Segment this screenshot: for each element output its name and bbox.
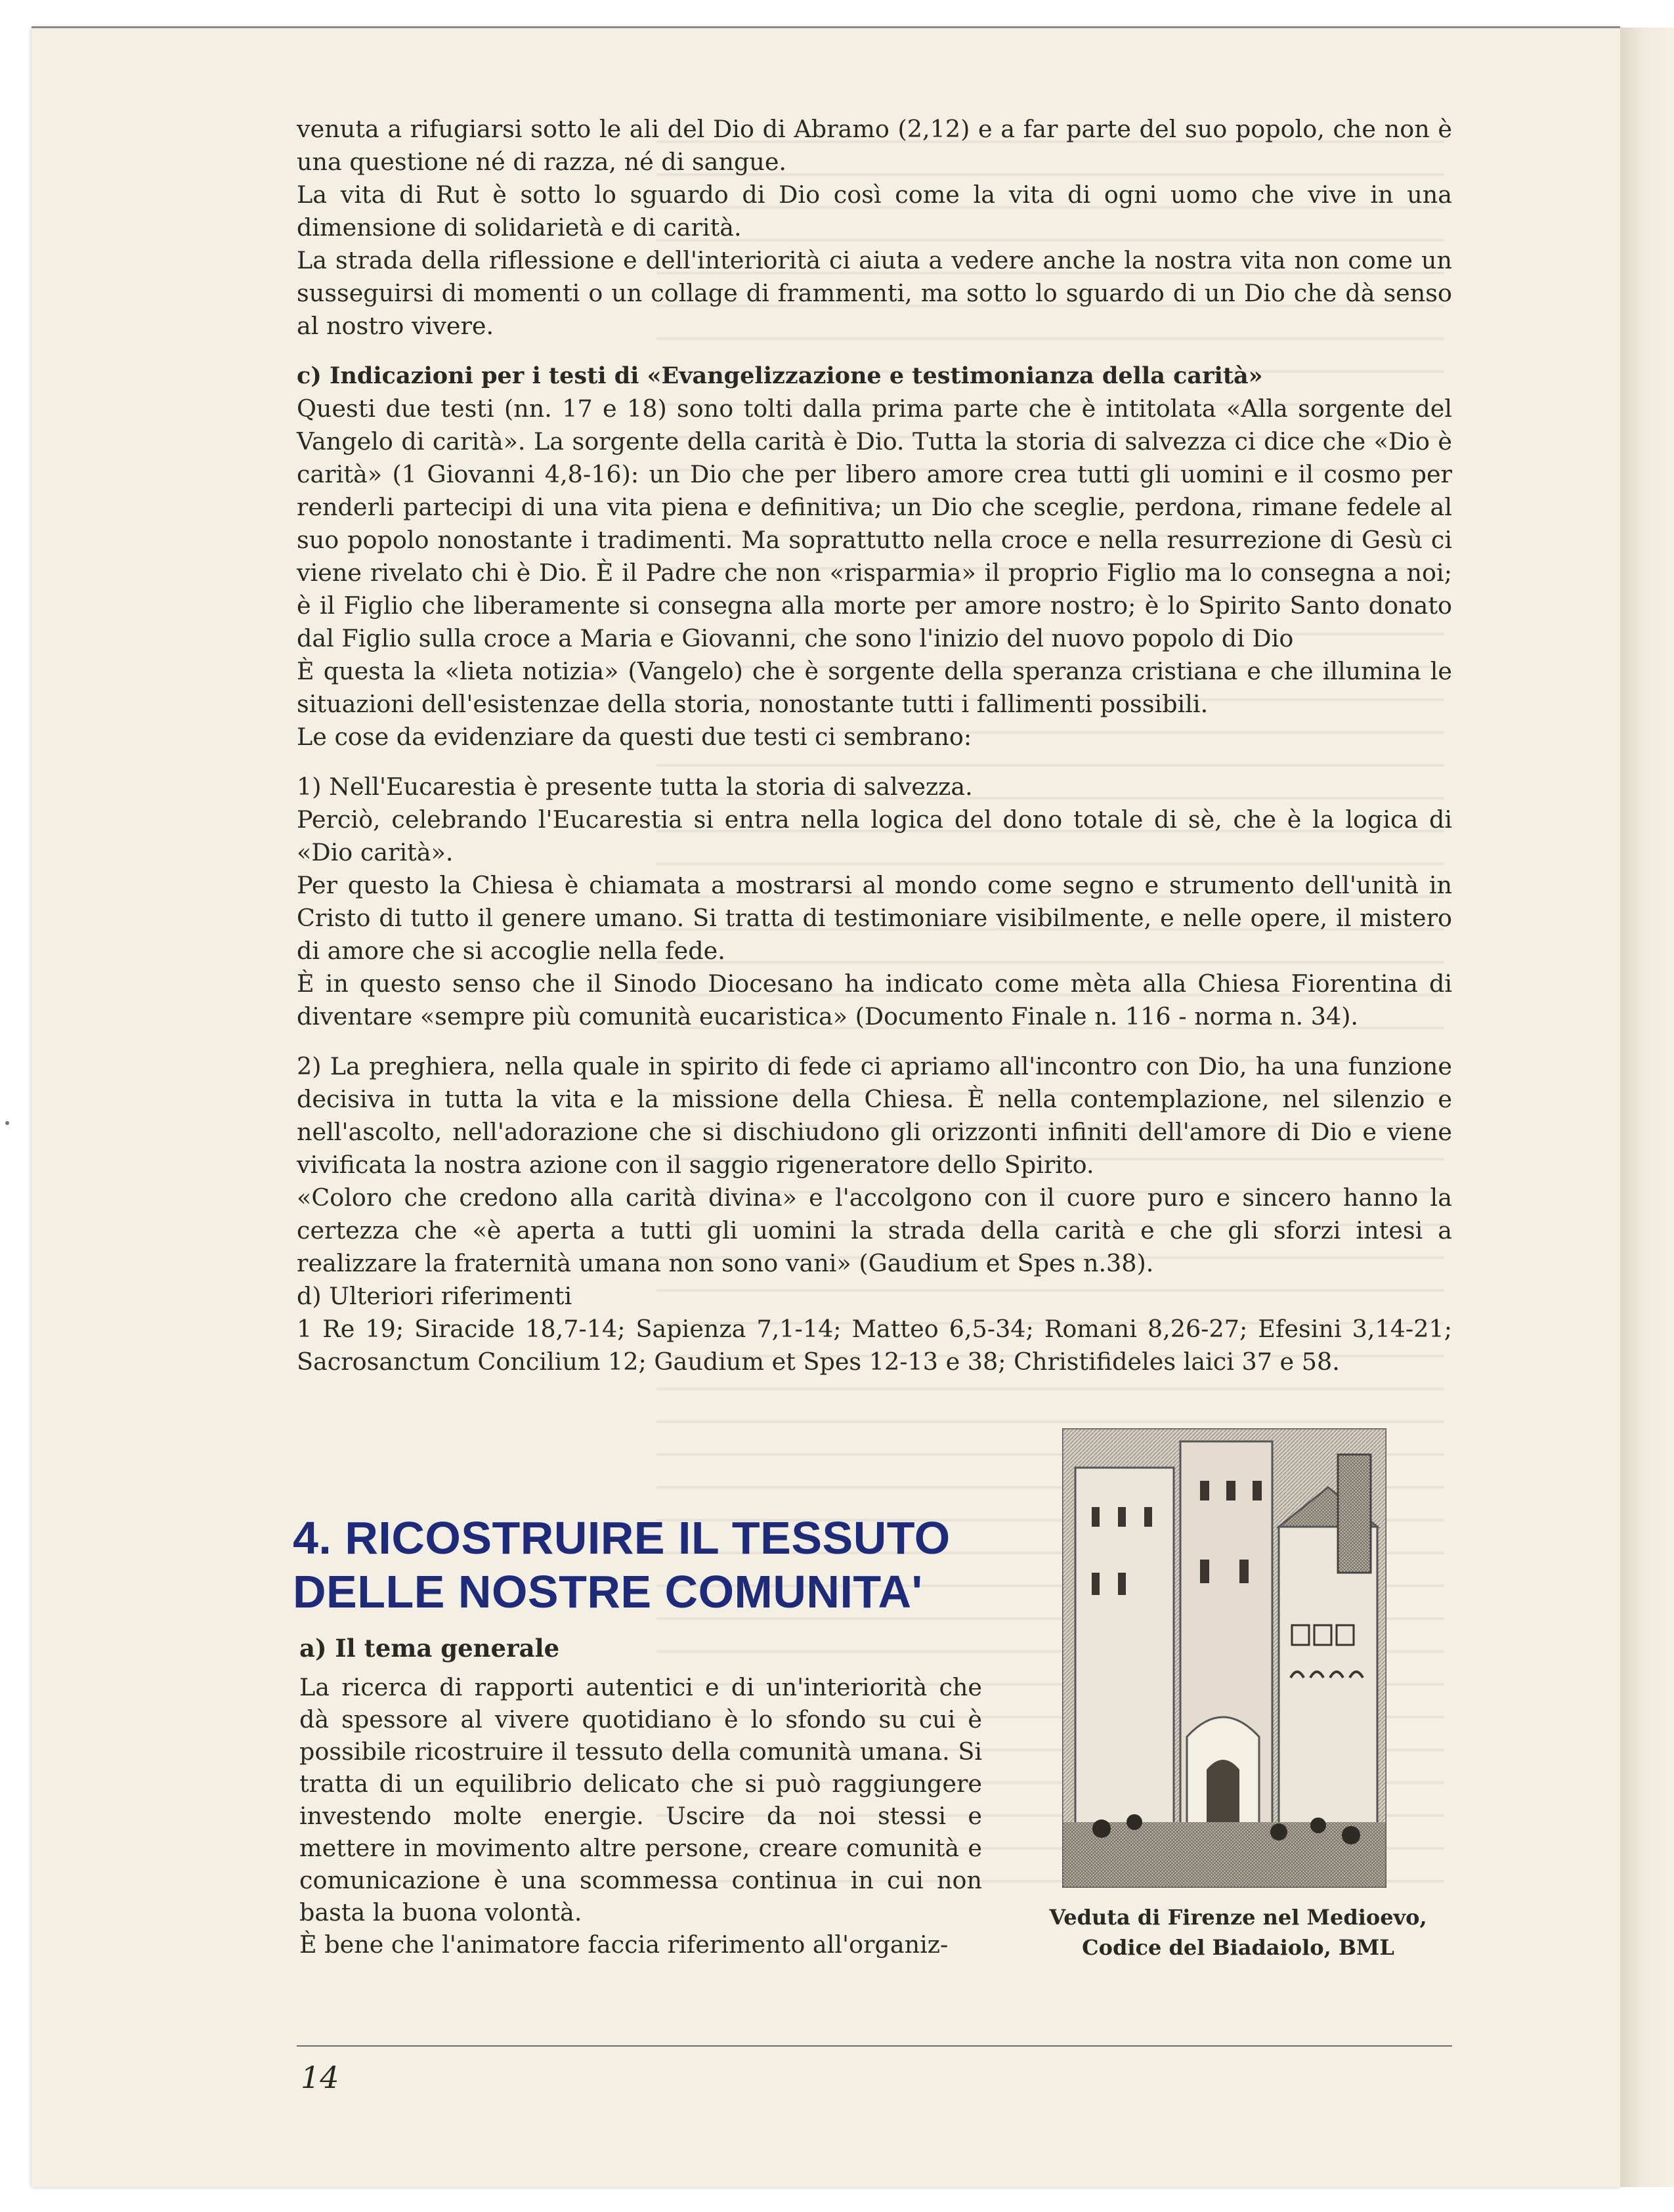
page-number: 14: [301, 2060, 339, 2095]
figure-caption: [1015, 1902, 1461, 1963]
paragraph: venuta a rifugiarsi sotto le ali del Dio di Abramo (2,12) e a far parte del suo popolo, che non è una questione né di razza, né di sangue.: [297, 115, 1452, 176]
point-2-paragraph: 2) La preghiera, nella quale in spirito di fede ci apriamo all'incontro con Dio, ha una funzione decisiva in tutta la vita e la missione della Chiesa. È nella contemplazione, nel silenzio e nell'ascolto, nell'adorazione che si dischiudono gli orizzonti infiniti dell'amore di Dio e viene vivificata la nostra azione con il saggio rigeneratore dello Spirito.: [297, 1052, 1452, 1179]
paragraph: «Coloro che credono alla carità divina» e l'accolgono con il cuore puro e sincero hanno la certezza che «è aperta a tutti gli uomini la strada della carità e che gli sforzi intesi a realizzare la fraternità umana non sono vani» (Gaudium et Spes n.38).: [297, 1183, 1452, 1277]
next-page-edge: [1620, 28, 1674, 2187]
paragraph: Per questo la Chiesa è chiamata a mostrarsi al mondo come segno e strumento dell'unità in Cristo di tutto il genere umano. Si tratta di testimoniare visibilmente, e nelle opere, il mistero di amore che si accoglie nella fede.: [297, 871, 1452, 965]
paragraph: È questa la «lieta notizia» (Vangelo) che è sorgente della speranza cristiana e che illumina le situazioni dell'esistenzae della storia, nonostante tutti i fallimenti possibili.: [297, 657, 1452, 718]
main-text-top: [297, 113, 1452, 1378]
footer-rule: [297, 2045, 1452, 2047]
subheading-c: c) Indicazioni per i testi di «Evangelizzazione e testimonianza della carità»: [297, 362, 1263, 389]
paragraph: È bene che l'animatore faccia riferimento all'organiz-: [299, 1930, 949, 1959]
paragraph: Questi due testi (nn. 17 e 18) sono tolti dalla prima parte che è intitolata «Alla sorgente del Vangelo di carità». La sorgente della carità è Dio. Tutta la storia di salvezza ci dice che «Dio è carità» (1 Giovanni 4,8-16): un Dio che per libero amore crea tutti gli uomini e il cosmo per renderli partecipi di una vita piena e definitiva; un Dio che sceglie, perdona, rimane fedele al suo popolo nonostante i tradimenti. Ma soprattutto nella croce e nella resurrezione di Gesù ci viene rivelato chi è Dio. È il Padre che non «risparmia» il proprio Figlio ma lo consegna a noi; è il Figlio che liberamente si consegna alla morte per amore nostro; è lo Spirito Santo donato dal Figlio sulla croce a Maria e Giovanni, che sono l'inizio del nuovo popolo di Dio: [297, 394, 1452, 652]
paragraph: La strada della riflessione e dell'interiorità ci aiuta a vedere anche la nostra vita non come un susseguirsi di momenti o un collage di frammenti, ma sotto lo sguardo di un Dio che dà senso al nostro vivere.: [297, 246, 1452, 340]
point-1-title: 1) Nell'Eucarestia è presente tutta la storia di salvezza.: [297, 773, 973, 801]
section-title: [293, 1511, 1015, 1619]
section-title-line-1: 4. RICOSTRUIRE IL TESSUTO: [293, 1512, 951, 1563]
section-title-line-2: DELLE NOSTRE COMUNITA': [293, 1566, 923, 1617]
paragraph: Perciò, celebrando l'Eucarestia si entra nella logica del dono totale di sè, che è la logica di «Dio carità».: [297, 805, 1452, 866]
paragraph: È in questo senso che il Sinodo Diocesano ha indicato come mèta alla Chiesa Fiorentina di diventare «sempre più comunità eucaristica» (Documento Finale n. 116 - norma n. 34).: [297, 969, 1452, 1031]
florence-medieval-illustration: [1062, 1428, 1386, 1888]
paragraph: La ricerca di rapporti autentici e di un'interiorità che dà spessore al vivere quotidiano è lo sfondo su cui è possibile ricostruire il tessuto della comunità umana. Si tratta di un equilibrio delicato che si può raggiungere investendo molte energie. Uscire da noi stessi e mettere in movimento altre persone, creare comunità e comunicazione è una scommessa continua in cui non basta la buona volontà.: [299, 1673, 982, 1926]
subheading-d: d) Ulteriori riferimenti: [297, 1282, 572, 1310]
subheading-a: a) Il tema generale: [299, 1634, 560, 1663]
caption-line-2: Codice del Biadaiolo, BML: [1082, 1935, 1394, 1960]
paragraph: Le cose da evidenziare da questi due testi ci sembrano:: [297, 723, 972, 751]
caption-line-1: Veduta di Firenze nel Medioevo,: [1049, 1905, 1427, 1930]
paragraph: La vita di Rut è sotto lo sguardo di Dio così come la vita di ogni uomo che vive in una dimensione di solidarietà e di carità.: [297, 181, 1452, 242]
page-top-edge: [32, 26, 1620, 28]
section-text: [299, 1671, 982, 1961]
references: 1 Re 19; Siracide 18,7-14; Sapienza 7,1-14; Matteo 6,5-34; Romani 8,26-27; Efesini 3,14-21; Sacrosanctum Concilium 12; Gaudium et Spes 12-13 e 38; Christifideles laici 37 e 58.: [297, 1315, 1452, 1376]
scan-speck: [5, 1121, 9, 1125]
